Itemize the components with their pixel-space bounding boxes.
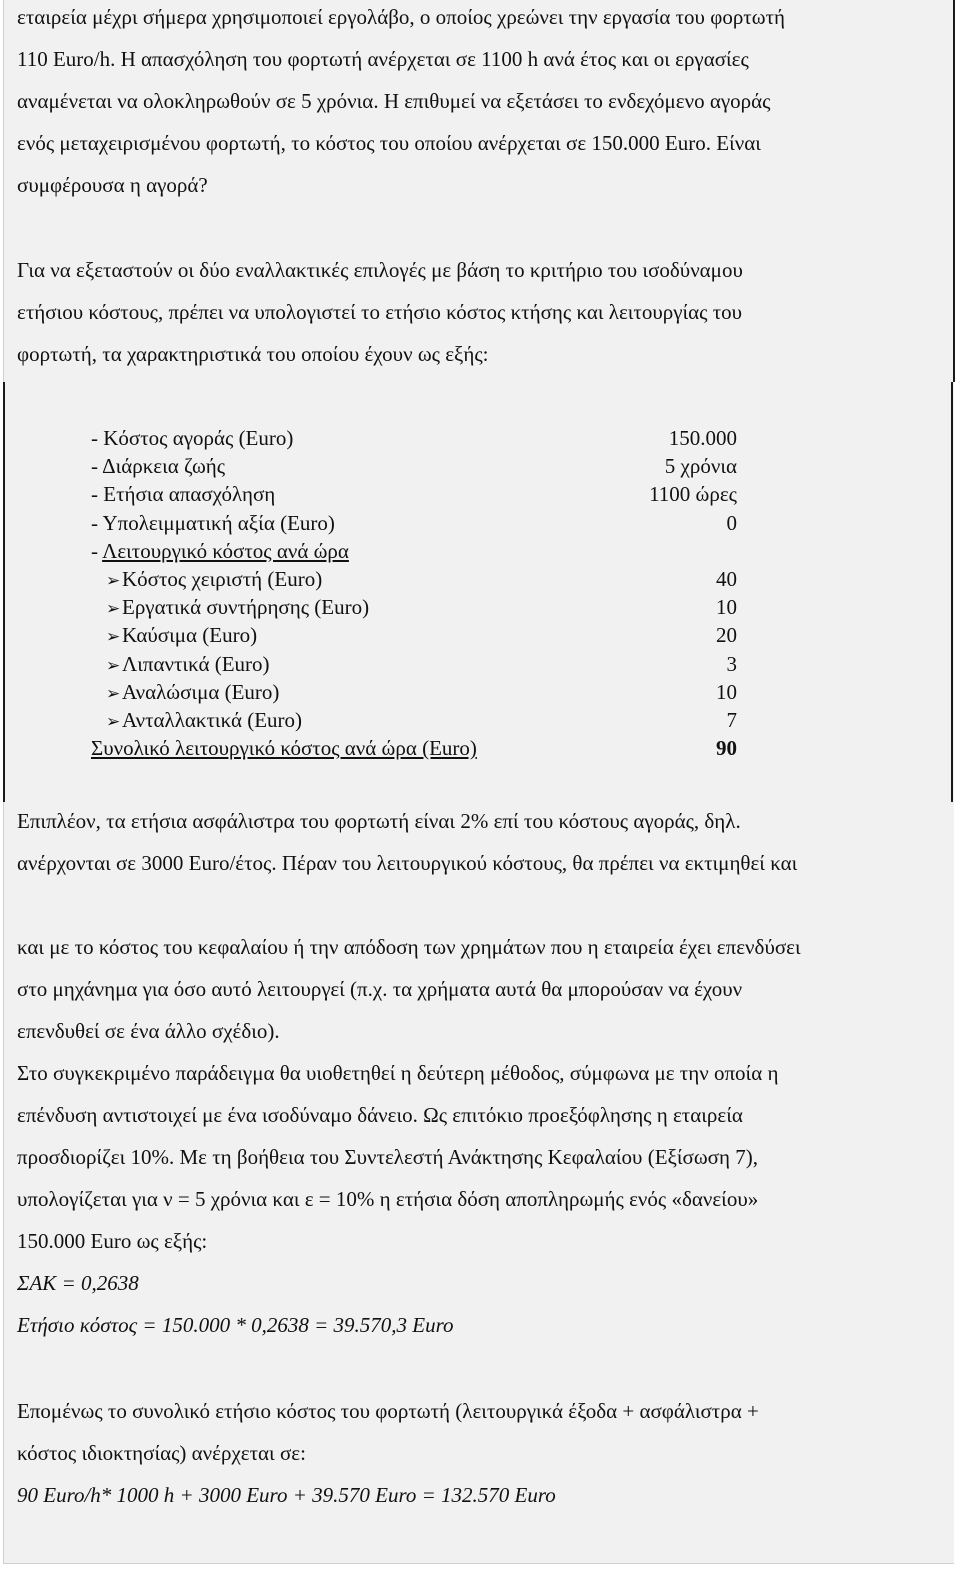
operating-item-value: 10 <box>716 679 737 704</box>
table-border-left <box>3 382 5 802</box>
spec-label: - Ετήσια απασχόληση <box>91 482 276 507</box>
operating-item-label: Αναλώσιμα (Euro) <box>122 679 280 704</box>
operating-item-value: 40 <box>716 566 737 591</box>
paragraph-line: επενδυθεί σε ένα άλλο σχέδιο). <box>17 1019 280 1043</box>
operating-header-prefix: - <box>91 538 103 563</box>
page-border <box>953 0 955 382</box>
operating-item-label: Καύσιμα (Euro) <box>122 623 258 648</box>
paragraph-line: φορτωτή, τα χαρακτηριστικά του οποίου έχουν ως εξής: <box>17 342 489 366</box>
total-row <box>91 734 751 762</box>
operating-item-value: 7 <box>726 707 737 732</box>
paragraph-line: Επιπλέον, τα ετήσια ασφάλιστρα του φορτωτή είναι 2% επί του κόστους αγοράς, δηλ. <box>17 809 741 833</box>
total-value: 90 <box>716 736 737 761</box>
spec-row <box>91 509 751 537</box>
paragraph-line: Για να εξεταστούν οι δύο εναλλακτικές επιλογές με βάση το κριτήριο του ισοδύναμου <box>17 258 743 282</box>
intro-line: 110 Euro/h. Η απασχόληση του φορτωτή ανέρχεται σε 1100 h ανά έτος και οι εργασίες <box>17 47 749 71</box>
paragraph-line: 150.000 Euro ως εξής: <box>17 1229 208 1253</box>
paragraph-line: υπολογίζεται για ν = 5 χρόνια και ε = 10% η ετήσια δόση αποπληρωμής ενός «δανείου» <box>17 1187 759 1211</box>
operating-item-label: Εργατικά συντήρησης (Euro) <box>122 595 370 620</box>
paragraph-line: Επομένως το συνολικό ετήσιο κόστος του φορτωτή (λειτουργικά έξοδα + ασφάλιστρα + <box>17 1399 759 1423</box>
operating-header-label: Λειτουργικό κόστος ανά ώρα <box>102 538 349 563</box>
table-border-right <box>951 382 953 802</box>
spec-value: 0 <box>726 510 737 535</box>
spec-label: - Διάρκεια ζωής <box>91 454 226 479</box>
operating-item-label: Λιπαντικά (Euro) <box>122 651 270 676</box>
spec-row <box>91 452 751 480</box>
paragraph-line: στο μηχάνημα για όσο αυτό λειτουργεί (π.χ. τα χρήματα αυτά θα μπορούσαν να έχουν <box>17 977 743 1001</box>
paragraph-line: και με το κόστος του κεφαλαίου ή την απόδοση των χρημάτων που η εταιρεία έχει επενδύσει <box>17 935 801 959</box>
spec-label: - Κόστος αγοράς (Euro) <box>91 426 294 450</box>
paragraph-line: ανέρχονται σε 3000 Euro/έτος. Πέραν του λειτουργικού κόστους, θα πρέπει να εκτιμηθεί και <box>17 851 798 875</box>
operating-item-label: Ανταλλακτικά (Euro) <box>122 707 303 732</box>
paragraph-line: ετήσιου κόστους, πρέπει να υπολογιστεί το ετήσιο κόστος κτήσης και λειτουργίας του <box>17 300 743 324</box>
spec-label: - Υπολειμματική αξία (Euro) <box>91 510 335 535</box>
arrow-bullet-icon: ➢ <box>106 599 121 620</box>
total-label: Συνολικό λειτουργικό κόστος ανά ώρα (Euro) <box>91 736 477 761</box>
intro-line: συμφέρουσα η αγορά? <box>17 173 208 197</box>
spec-row <box>91 480 751 508</box>
spec-row <box>91 424 751 452</box>
operating-item-value: 3 <box>726 651 737 676</box>
operating-item <box>91 706 751 734</box>
operating-item-value: 10 <box>716 595 737 620</box>
intro-line: αναμένεται να ολοκληρωθούν σε 5 χρόνια. Η επιθυμεί να εξετάσει το ενδεχόμενο αγοράς <box>17 89 771 113</box>
operating-item <box>91 593 751 621</box>
paragraph-line: Στο συγκεκριμένο παράδειγμα θα υιοθετηθεί η δεύτερη μέθοδος, σύμφωνα με την οποία η <box>17 1061 779 1085</box>
arrow-bullet-icon: ➢ <box>106 711 121 732</box>
operating-item <box>91 565 751 593</box>
spec-value: 5 χρόνια <box>664 454 737 479</box>
formula-sak: ΣΑΚ = 0,2638 <box>17 1271 139 1295</box>
spec-value: 1100 ώρες <box>649 482 737 507</box>
paragraph-line: επένδυση αντιστοιχεί με ένα ισοδύναμο δάνειο. Ως επιτόκιο προεξόφλησης η εταιρεία <box>17 1103 743 1127</box>
loader-specs-list <box>91 424 751 762</box>
operating-item <box>91 650 751 678</box>
operating-item-value: 20 <box>716 623 737 648</box>
arrow-bullet-icon: ➢ <box>106 570 121 591</box>
operating-item <box>91 621 751 649</box>
operating-item <box>91 678 751 706</box>
arrow-bullet-icon: ➢ <box>106 627 121 648</box>
intro-line: εταιρεία μέχρι σήμερα χρησιμοποιεί εργολάβο, ο οποίος χρεώνει την εργασία του φορτωτή <box>17 5 785 29</box>
formula-annual-cost: Ετήσιο κόστος = 150.000 * 0,2638 = 39.570,3 Euro <box>17 1313 454 1337</box>
intro-line: ενός μεταχειρισμένου φορτωτή, το κόστος του οποίου ανέρχεται σε 150.000 Euro. Είναι <box>17 131 761 155</box>
formula-total-cost: 90 Euro/h* 1000 h + 3000 Euro + 39.570 Euro = 132.570 Euro <box>17 1483 556 1507</box>
paragraph-line: κόστος ιδιοκτησίας) ανέρχεται σε: <box>17 1441 306 1465</box>
operating-item-label: Κόστος χειριστή (Euro) <box>122 566 323 591</box>
arrow-bullet-icon: ➢ <box>106 655 121 676</box>
paragraph-line: προσδιορίζει 10%. Με τη βοήθεια του Συντελεστή Ανάκτησης Κεφαλαίου (Εξίσωση 7), <box>17 1145 758 1169</box>
spec-value: 150.000 <box>668 426 737 450</box>
operating-cost-header <box>91 537 751 565</box>
arrow-bullet-icon: ➢ <box>106 683 121 704</box>
